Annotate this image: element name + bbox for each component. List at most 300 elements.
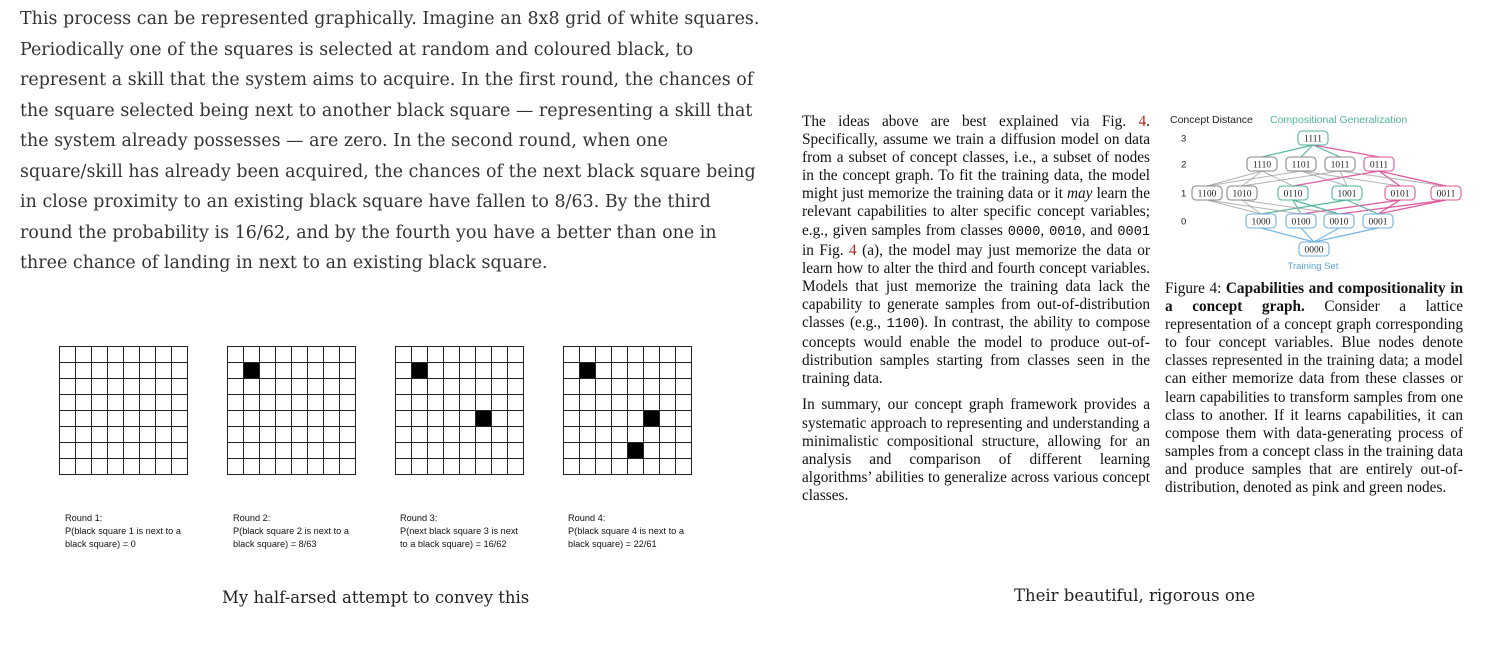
white-square	[460, 363, 476, 379]
white-square	[60, 411, 76, 427]
white-square	[60, 347, 76, 363]
white-square	[428, 427, 444, 443]
white-square	[628, 427, 644, 443]
white-square	[564, 443, 580, 459]
white-square	[340, 411, 356, 427]
black-square	[476, 411, 492, 427]
white-square	[172, 363, 188, 379]
white-square	[228, 411, 244, 427]
white-square	[276, 379, 292, 395]
graph-edge	[1340, 171, 1446, 186]
graph-node-label: 1010	[1232, 189, 1252, 200]
white-square	[644, 443, 660, 459]
round-caption	[568, 512, 728, 552]
white-square	[612, 427, 628, 443]
graph-edge	[1313, 145, 1379, 157]
white-square	[108, 347, 124, 363]
white-square	[628, 363, 644, 379]
white-square	[76, 459, 92, 475]
round-grid	[59, 346, 188, 475]
graph-node	[1286, 214, 1316, 228]
round-caption-line: Round 2:	[233, 513, 271, 523]
white-square	[676, 347, 692, 363]
white-square	[412, 379, 428, 395]
white-square	[172, 395, 188, 411]
white-square	[108, 379, 124, 395]
white-square	[460, 379, 476, 395]
white-square	[340, 379, 356, 395]
white-square	[492, 427, 508, 443]
white-square	[596, 459, 612, 475]
white-square	[612, 395, 628, 411]
white-square	[76, 363, 92, 379]
white-square	[580, 379, 596, 395]
white-square	[228, 363, 244, 379]
white-square	[492, 459, 508, 475]
white-square	[324, 347, 340, 363]
graph-node-label: 1110	[1252, 160, 1272, 171]
white-square	[124, 427, 140, 443]
white-square	[508, 459, 524, 475]
white-square	[76, 427, 92, 443]
white-square	[444, 347, 460, 363]
graph-nodes	[1192, 131, 1461, 256]
white-square	[172, 427, 188, 443]
white-square	[476, 347, 492, 363]
white-square	[140, 427, 156, 443]
round-caption	[233, 512, 393, 552]
white-square	[172, 411, 188, 427]
white-square	[60, 363, 76, 379]
white-square	[580, 443, 596, 459]
graph-node	[1385, 186, 1415, 200]
white-square	[428, 443, 444, 459]
white-square	[492, 363, 508, 379]
white-square	[580, 411, 596, 427]
white-square	[140, 363, 156, 379]
white-square	[244, 395, 260, 411]
graph-edge	[1261, 228, 1314, 242]
white-square	[396, 379, 412, 395]
white-square	[140, 379, 156, 395]
white-square	[92, 443, 108, 459]
white-square	[60, 443, 76, 459]
graph-node	[1192, 186, 1222, 200]
white-square	[276, 427, 292, 443]
white-square	[60, 395, 76, 411]
white-square	[660, 427, 676, 443]
white-square	[308, 347, 324, 363]
white-square	[92, 427, 108, 443]
white-square	[476, 363, 492, 379]
white-square	[396, 427, 412, 443]
white-square	[244, 379, 260, 395]
round-caption-line: to a black square) = 16/62	[400, 539, 507, 550]
white-square	[156, 427, 172, 443]
black-square	[412, 363, 428, 379]
white-square	[292, 347, 308, 363]
white-square	[124, 395, 140, 411]
white-square	[508, 443, 524, 459]
white-square	[60, 379, 76, 395]
black-square	[580, 363, 596, 379]
paper-paragraph-2: In summary, our concept graph framework provides a systematic approach to representing and understanding a minimalistic compositional structure, allowing for an analysis and comparison of different learning algorithms’ abilities to generalize across various concept classes.	[802, 396, 1150, 504]
white-square	[676, 363, 692, 379]
white-square	[508, 363, 524, 379]
round-caption-line: black square) = 8/63	[233, 539, 317, 550]
white-square	[564, 363, 580, 379]
white-square	[460, 395, 476, 411]
left-figure-caption: My half-arsed attempt to convey this	[222, 588, 530, 607]
graph-node-label: 0101	[1390, 189, 1410, 200]
white-square	[124, 443, 140, 459]
graph-node-label: 0010	[1329, 217, 1349, 228]
white-square	[612, 443, 628, 459]
white-square	[460, 411, 476, 427]
white-square	[156, 459, 172, 475]
white-square	[612, 347, 628, 363]
white-square	[660, 443, 676, 459]
graph-node-label: 1001	[1337, 189, 1357, 200]
distance-level-label: 2	[1181, 159, 1187, 171]
white-square	[460, 459, 476, 475]
white-square	[340, 427, 356, 443]
graph-node	[1247, 157, 1277, 171]
white-square	[260, 395, 276, 411]
white-square	[428, 347, 444, 363]
graph-node	[1431, 186, 1461, 200]
white-square	[308, 459, 324, 475]
white-square	[628, 379, 644, 395]
white-square	[628, 459, 644, 475]
graph-node-label: 1000	[1251, 217, 1271, 228]
white-square	[308, 395, 324, 411]
white-square	[276, 443, 292, 459]
white-square	[492, 411, 508, 427]
white-square	[476, 427, 492, 443]
right-figure-caption: Their beautiful, rigorous one	[1014, 586, 1256, 605]
white-square	[228, 443, 244, 459]
graph-node-label: 1101	[1291, 160, 1311, 171]
graph-node-label: 1011	[1330, 160, 1350, 171]
white-square	[140, 411, 156, 427]
white-square	[412, 427, 428, 443]
graph-node	[1324, 214, 1354, 228]
white-square	[660, 347, 676, 363]
white-square	[228, 459, 244, 475]
round-caption-line: Round 3:	[400, 513, 438, 523]
white-square	[276, 411, 292, 427]
white-square	[444, 411, 460, 427]
white-square	[124, 379, 140, 395]
white-square	[564, 427, 580, 443]
graph-edge	[1314, 228, 1339, 242]
white-square	[460, 443, 476, 459]
round-caption	[65, 512, 225, 552]
white-square	[124, 347, 140, 363]
figure-4-link[interactable]: 4	[849, 241, 857, 259]
white-square	[124, 411, 140, 427]
graph-node-label: 1100	[1197, 189, 1217, 200]
white-square	[396, 347, 412, 363]
white-square	[564, 347, 580, 363]
white-square	[124, 459, 140, 475]
white-square	[76, 395, 92, 411]
white-square	[260, 363, 276, 379]
white-square	[628, 395, 644, 411]
figure-4-caption: Figure 4: Capabilities and compositionality in a concept graph. Consider a lattice representation of a concept graph corresponding to four concept variables. Blue nodes denote classes represented in the training data; a model can either memorize data from these classes or learn capabilities to transform samples from one class to another. If it learns capabilities, it can compose them with data-generating process of samples from a concept class in the training data and produce samples that are entirely out-of-distribution, denoted as pink and green nodes.	[1165, 280, 1463, 497]
white-square	[324, 411, 340, 427]
white-square	[324, 363, 340, 379]
white-square	[108, 427, 124, 443]
white-square	[676, 411, 692, 427]
round-caption-line: P(black square 2 is next to a	[233, 526, 349, 537]
white-square	[460, 347, 476, 363]
white-square	[460, 427, 476, 443]
white-square	[676, 443, 692, 459]
white-square	[276, 347, 292, 363]
white-square	[244, 411, 260, 427]
white-square	[644, 379, 660, 395]
white-square	[340, 443, 356, 459]
white-square	[508, 427, 524, 443]
white-square	[276, 395, 292, 411]
white-square	[308, 427, 324, 443]
white-square	[612, 459, 628, 475]
round-caption-line: black square) = 0	[65, 539, 136, 550]
white-square	[260, 379, 276, 395]
white-square	[428, 459, 444, 475]
white-square	[156, 347, 172, 363]
white-square	[508, 411, 524, 427]
white-square	[260, 411, 276, 427]
white-square	[108, 411, 124, 427]
white-square	[228, 379, 244, 395]
white-square	[172, 443, 188, 459]
white-square	[76, 347, 92, 363]
white-square	[444, 395, 460, 411]
white-square	[508, 347, 524, 363]
white-square	[244, 347, 260, 363]
white-square	[580, 347, 596, 363]
white-square	[676, 427, 692, 443]
white-square	[660, 459, 676, 475]
white-square	[412, 395, 428, 411]
graph-node-label: 0111	[1369, 160, 1389, 171]
white-square	[492, 347, 508, 363]
white-square	[308, 379, 324, 395]
white-square	[660, 395, 676, 411]
white-square	[596, 363, 612, 379]
white-square	[596, 347, 612, 363]
intro-paragraph: This process can be represented graphically. Imagine an 8x8 grid of white squares. Periodically one of the squares is selected at random and coloured black, to represent a skill that the system aims to acquire. In the first round, the chances of the square selected being next to another black square — representing a skill that the system already possesses — are zero. In the second round, when one square/skill has already been acquired, the chances of the next black square being in close proximity to an existing black square have fallen to 8/63. By the third round the probability is 16/62, and by the fourth you have a better than one in three chance of landing in next to an existing black square.	[20, 9, 760, 273]
white-square	[244, 427, 260, 443]
paper-excerpt	[802, 113, 1150, 513]
graph-node	[1363, 214, 1393, 228]
white-square	[444, 459, 460, 475]
white-square	[596, 443, 612, 459]
white-square	[140, 443, 156, 459]
white-square	[340, 459, 356, 475]
white-square	[396, 443, 412, 459]
white-square	[260, 459, 276, 475]
white-square	[324, 427, 340, 443]
white-square	[172, 379, 188, 395]
white-square	[324, 443, 340, 459]
white-square	[444, 379, 460, 395]
white-square	[580, 395, 596, 411]
white-square	[564, 379, 580, 395]
white-square	[492, 395, 508, 411]
white-square	[476, 459, 492, 475]
round-caption-line: P(black square 1 is next to a	[65, 526, 181, 537]
white-square	[292, 443, 308, 459]
white-square	[172, 347, 188, 363]
round-caption-line: black square) = 22/61	[568, 539, 657, 550]
white-square	[428, 411, 444, 427]
white-square	[108, 459, 124, 475]
white-square	[476, 443, 492, 459]
white-square	[396, 363, 412, 379]
white-square	[412, 443, 428, 459]
white-square	[276, 459, 292, 475]
white-square	[660, 411, 676, 427]
white-square	[428, 379, 444, 395]
white-square	[156, 395, 172, 411]
black-square	[244, 363, 260, 379]
white-square	[612, 363, 628, 379]
white-square	[644, 459, 660, 475]
graph-edge	[1314, 228, 1378, 242]
white-square	[628, 411, 644, 427]
white-square	[172, 459, 188, 475]
white-square	[140, 459, 156, 475]
white-square	[564, 459, 580, 475]
white-square	[612, 411, 628, 427]
white-square	[660, 379, 676, 395]
white-square	[228, 427, 244, 443]
black-square	[644, 411, 660, 427]
graph-node	[1246, 214, 1276, 228]
white-square	[412, 347, 428, 363]
white-square	[444, 443, 460, 459]
white-square	[292, 427, 308, 443]
white-square	[324, 379, 340, 395]
white-square	[628, 347, 644, 363]
white-square	[660, 363, 676, 379]
white-square	[156, 379, 172, 395]
round-grid	[227, 346, 356, 475]
white-square	[60, 427, 76, 443]
white-square	[428, 363, 444, 379]
white-square	[292, 395, 308, 411]
white-square	[676, 395, 692, 411]
white-square	[644, 395, 660, 411]
white-square	[92, 379, 108, 395]
white-square	[108, 395, 124, 411]
graph-node	[1325, 157, 1355, 171]
graph-edge	[1301, 171, 1400, 186]
white-square	[260, 347, 276, 363]
white-square	[292, 363, 308, 379]
graph-node	[1298, 131, 1328, 145]
graph-node-label: 0100	[1291, 217, 1311, 228]
white-square	[140, 347, 156, 363]
graph-node-label: 0011	[1436, 189, 1456, 200]
figure-4-link[interactable]: 4	[1138, 113, 1147, 130]
black-square	[628, 443, 644, 459]
white-square	[76, 379, 92, 395]
white-square	[492, 379, 508, 395]
white-square	[564, 411, 580, 427]
white-square	[124, 363, 140, 379]
white-square	[396, 411, 412, 427]
white-square	[228, 395, 244, 411]
white-square	[644, 427, 660, 443]
white-square	[60, 459, 76, 475]
white-square	[228, 347, 244, 363]
white-square	[508, 395, 524, 411]
graph-node-label: 0001	[1368, 217, 1388, 228]
white-square	[564, 395, 580, 411]
white-square	[308, 363, 324, 379]
distance-level-label: 0	[1181, 216, 1187, 228]
white-square	[260, 443, 276, 459]
white-square	[444, 363, 460, 379]
white-square	[92, 411, 108, 427]
white-square	[596, 395, 612, 411]
white-square	[676, 379, 692, 395]
white-square	[580, 459, 596, 475]
graph-node	[1364, 157, 1394, 171]
white-square	[340, 363, 356, 379]
white-square	[92, 395, 108, 411]
white-square	[412, 459, 428, 475]
training-set-label: Training Set	[1287, 261, 1339, 272]
white-square	[308, 411, 324, 427]
white-square	[508, 379, 524, 395]
graph-edge	[1262, 145, 1313, 157]
white-square	[276, 363, 292, 379]
white-square	[612, 379, 628, 395]
white-square	[676, 459, 692, 475]
round-caption-line: P(next black square 3 is next	[400, 526, 518, 537]
white-square	[244, 459, 260, 475]
white-square	[644, 363, 660, 379]
round-grid	[395, 346, 524, 475]
graph-edge	[1293, 171, 1379, 186]
white-square	[396, 459, 412, 475]
graph-node	[1332, 186, 1362, 200]
white-square	[292, 459, 308, 475]
white-square	[260, 427, 276, 443]
white-square	[156, 443, 172, 459]
graph-node	[1227, 186, 1257, 200]
white-square	[340, 347, 356, 363]
white-square	[108, 363, 124, 379]
distance-level-label: 1	[1181, 188, 1187, 200]
white-square	[596, 427, 612, 443]
white-square	[92, 363, 108, 379]
concept-graph-figure	[1163, 106, 1463, 278]
white-square	[108, 443, 124, 459]
graph-node-label: 0000	[1304, 245, 1324, 256]
white-square	[308, 443, 324, 459]
graph-node	[1286, 157, 1316, 171]
white-square	[292, 379, 308, 395]
concept-distance-label: Concept Distance	[1170, 114, 1253, 126]
white-square	[428, 395, 444, 411]
